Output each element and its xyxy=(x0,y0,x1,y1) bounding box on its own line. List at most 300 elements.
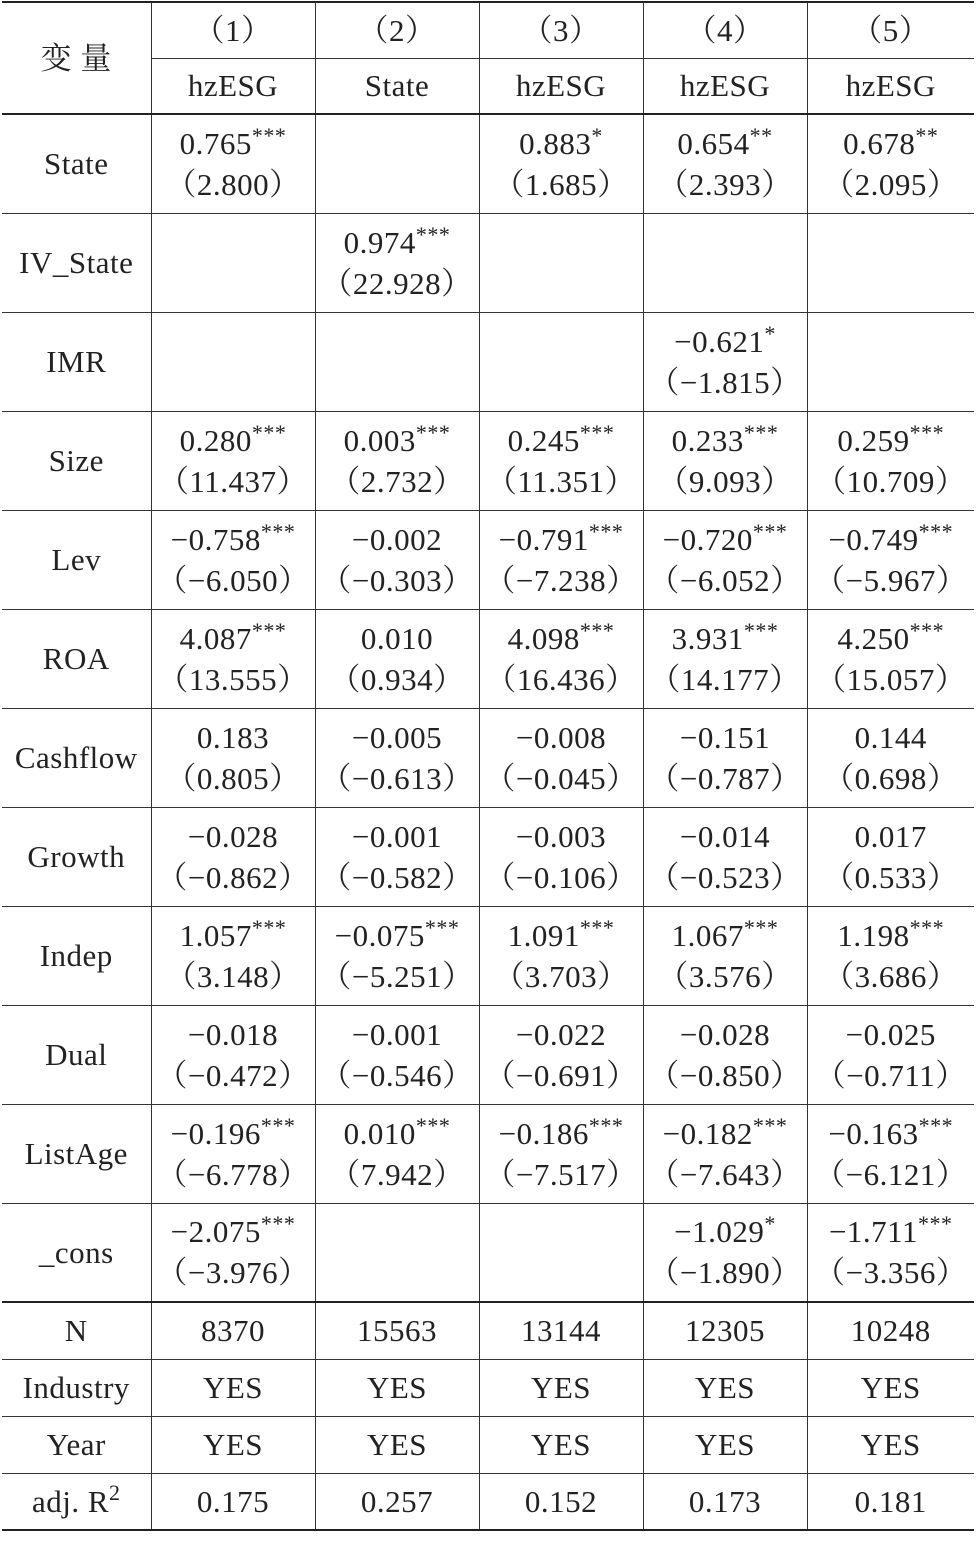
row-label: N xyxy=(2,1302,151,1359)
significance-stars: *** xyxy=(260,1211,296,1237)
coefficient-cell xyxy=(315,312,479,411)
coefficient-cell xyxy=(315,114,479,213)
t-statistic: （1.685） xyxy=(493,166,629,202)
coefficient-value xyxy=(644,420,807,461)
row-label: Indep xyxy=(2,906,151,1005)
significance-stars: *** xyxy=(260,518,296,544)
t-statistic: （−3.976） xyxy=(156,1255,310,1291)
column-dependent-variable: State xyxy=(315,58,479,114)
row-label: ListAge xyxy=(2,1104,151,1203)
row-label: IV_State xyxy=(2,213,151,312)
t-statistic: （3.703） xyxy=(493,958,629,994)
t-statistic: （11.437） xyxy=(157,463,309,499)
variable-header: 变 量 xyxy=(2,2,151,114)
t-statistic: （7.942） xyxy=(329,1156,465,1192)
stat-cell: YES xyxy=(643,1416,807,1473)
variable-row xyxy=(2,906,974,1005)
coefficient-cell xyxy=(479,114,643,213)
coefficient-value xyxy=(808,519,975,560)
coefficient-number: 1.057 xyxy=(179,917,252,953)
coefficient-cell xyxy=(479,411,643,510)
coefficient-cell xyxy=(315,807,479,906)
stat-cell: 0.257 xyxy=(315,1473,479,1530)
stat-cell: YES xyxy=(151,1416,315,1473)
coefficient-value xyxy=(644,915,807,956)
t-statistic: （−6.121） xyxy=(814,1156,968,1192)
variable-row xyxy=(2,1104,974,1203)
row-label: Industry xyxy=(2,1359,151,1416)
coefficient-value xyxy=(152,915,315,956)
t-statistic: （−6.052） xyxy=(648,562,802,598)
coefficient-cell xyxy=(643,1104,807,1203)
coefficient-number: 0.010 xyxy=(360,620,434,656)
coefficient-cell xyxy=(479,312,643,411)
row-label: IMR xyxy=(2,312,151,411)
coefficient-cell xyxy=(643,609,807,708)
significance-stars: * xyxy=(764,1211,776,1237)
coefficient-cell xyxy=(479,213,643,312)
row-label: Cashflow xyxy=(2,708,151,807)
significance-stars: *** xyxy=(909,617,945,643)
t-statistic: （−0.850） xyxy=(648,1057,802,1093)
coefficient-number: −0.005 xyxy=(351,719,443,755)
column-number: （1） xyxy=(151,2,315,58)
industry-fe-row xyxy=(2,1359,974,1416)
coefficient-number: −0.008 xyxy=(515,719,607,755)
t-statistic: （−6.778） xyxy=(156,1156,310,1192)
stat-cell: YES xyxy=(643,1359,807,1416)
coefficient-cell xyxy=(643,807,807,906)
row-label: Growth xyxy=(2,807,151,906)
coefficient-cell xyxy=(807,114,974,213)
coefficient-value xyxy=(644,1211,807,1252)
coefficient-cell xyxy=(807,510,974,609)
coefficient-number: −1.029 xyxy=(674,1214,765,1250)
coefficient-number: −0.163 xyxy=(828,1115,919,1151)
t-statistic: （0.698） xyxy=(823,760,959,796)
column-dependent-variable: hzESG xyxy=(479,58,643,114)
coefficient-value xyxy=(316,1014,479,1055)
t-statistic: （0.934） xyxy=(329,661,465,697)
coefficient-value xyxy=(808,1113,975,1154)
coefficient-value xyxy=(316,420,479,461)
t-statistic: （10.709） xyxy=(815,463,967,499)
coefficient-value xyxy=(480,123,643,164)
t-statistic: （−5.967） xyxy=(814,562,968,598)
t-statistic: （−0.472） xyxy=(156,1057,310,1093)
column-number: （2） xyxy=(315,2,479,58)
header-row-numbers xyxy=(2,2,974,58)
observations-row xyxy=(2,1302,974,1359)
coefficient-cell xyxy=(643,906,807,1005)
significance-stars: *** xyxy=(415,221,451,247)
significance-stars: *** xyxy=(251,122,287,148)
coefficient-cell xyxy=(151,609,315,708)
significance-stars: *** xyxy=(579,419,615,445)
t-statistic: （−0.787） xyxy=(648,760,802,796)
coefficient-cell xyxy=(479,906,643,1005)
coefficient-rows xyxy=(2,114,974,1302)
coefficient-value xyxy=(480,717,643,758)
coefficient-number: −0.028 xyxy=(187,818,279,854)
coefficient-value xyxy=(808,915,975,956)
coefficient-cell xyxy=(151,1104,315,1203)
column-number: （3） xyxy=(479,2,643,58)
coefficient-cell xyxy=(315,609,479,708)
significance-stars: *** xyxy=(415,1112,451,1138)
stat-cell: 13144 xyxy=(479,1302,643,1359)
coefficient-number: −0.182 xyxy=(662,1115,753,1151)
significance-stars: *** xyxy=(251,617,287,643)
coefficient-cell xyxy=(151,213,315,312)
stat-cell: YES xyxy=(807,1359,974,1416)
variable-row xyxy=(2,609,974,708)
coefficient-cell xyxy=(807,807,974,906)
coefficient-cell xyxy=(151,1005,315,1104)
t-statistic: （9.093） xyxy=(657,463,793,499)
coefficient-cell xyxy=(479,609,643,708)
coefficient-number: 4.098 xyxy=(507,620,580,656)
t-statistic: （22.928） xyxy=(321,265,473,301)
t-statistic: （2.800） xyxy=(165,166,301,202)
coefficient-cell xyxy=(807,1203,974,1302)
row-label: ROA xyxy=(2,609,151,708)
coefficient-cell xyxy=(643,510,807,609)
stat-cell: YES xyxy=(315,1416,479,1473)
coefficient-value xyxy=(480,915,643,956)
significance-stars: *** xyxy=(251,419,287,445)
coefficient-cell xyxy=(151,807,315,906)
coefficient-number: −0.621 xyxy=(674,323,765,359)
coefficient-value xyxy=(808,618,975,659)
coefficient-cell xyxy=(643,708,807,807)
stat-cell: 0.175 xyxy=(151,1473,315,1530)
coefficient-cell xyxy=(479,510,643,609)
coefficient-number: 3.931 xyxy=(671,620,744,656)
stat-cell: YES xyxy=(315,1359,479,1416)
coefficient-number: 0.233 xyxy=(671,422,744,458)
coefficient-cell xyxy=(151,906,315,1005)
t-statistic: （−0.862） xyxy=(156,859,310,895)
coefficient-value xyxy=(808,816,975,857)
significance-stars: *** xyxy=(588,1112,624,1138)
coefficient-number: 0.144 xyxy=(854,719,927,755)
coefficient-cell xyxy=(643,1005,807,1104)
adj-r2-row xyxy=(2,1473,974,1530)
significance-stars: *** xyxy=(251,914,287,940)
stat-cell: 0.173 xyxy=(643,1473,807,1530)
column-dependent-variable: hzESG xyxy=(643,58,807,114)
row-label xyxy=(2,1473,151,1530)
year-fe-row xyxy=(2,1416,974,1473)
coefficient-value xyxy=(644,816,807,857)
significance-stars: *** xyxy=(743,617,779,643)
coefficient-cell xyxy=(151,708,315,807)
coefficient-value xyxy=(808,717,975,758)
t-statistic: （−5.251） xyxy=(320,958,474,994)
t-statistic: （2.393） xyxy=(657,166,793,202)
stat-cell: 0.181 xyxy=(807,1473,974,1530)
adj-r2-superscript: 2 xyxy=(109,1479,121,1505)
coefficient-cell xyxy=(315,906,479,1005)
coefficient-value xyxy=(644,1014,807,1055)
coefficient-value xyxy=(808,420,975,461)
t-statistic: （−0.303） xyxy=(320,562,474,598)
t-statistic: （−0.045） xyxy=(484,760,638,796)
coefficient-number: −0.002 xyxy=(351,521,443,557)
coefficient-value xyxy=(808,1211,975,1252)
coefficient-cell xyxy=(479,1005,643,1104)
t-statistic: （−0.691） xyxy=(484,1057,638,1093)
coefficient-value xyxy=(644,321,807,362)
stat-cell: YES xyxy=(479,1359,643,1416)
t-statistic: （−7.238） xyxy=(484,562,638,598)
variable-row xyxy=(2,213,974,312)
variable-row xyxy=(2,1203,974,1302)
coefficient-number: −0.025 xyxy=(845,1016,936,1052)
coefficient-cell xyxy=(315,1005,479,1104)
stat-cell: 12305 xyxy=(643,1302,807,1359)
stat-cell: YES xyxy=(807,1416,974,1473)
coefficient-number: 0.003 xyxy=(343,422,416,458)
coefficient-cell xyxy=(807,411,974,510)
row-label: Size xyxy=(2,411,151,510)
t-statistic: （0.805） xyxy=(165,760,301,796)
significance-stars: ** xyxy=(915,122,939,148)
column-number: （4） xyxy=(643,2,807,58)
significance-stars: * xyxy=(764,320,776,346)
coefficient-number: −0.014 xyxy=(679,818,771,854)
coefficient-value xyxy=(808,123,975,164)
coefficient-value xyxy=(316,222,479,263)
significance-stars: *** xyxy=(415,419,451,445)
coefficient-number: −2.075 xyxy=(170,1214,261,1250)
footer-rows xyxy=(2,1302,974,1530)
t-statistic: （3.148） xyxy=(165,958,301,994)
coefficient-value xyxy=(316,1113,479,1154)
coefficient-value xyxy=(480,519,643,560)
column-dependent-variable: hzESG xyxy=(151,58,315,114)
coefficient-number: −0.791 xyxy=(498,521,589,557)
column-dependent-variable: hzESG xyxy=(807,58,974,114)
coefficient-value xyxy=(480,816,643,857)
coefficient-cell xyxy=(807,213,974,312)
coefficient-number: −0.003 xyxy=(515,818,607,854)
coefficient-number: −0.196 xyxy=(170,1115,261,1151)
coefficient-cell xyxy=(315,510,479,609)
coefficient-cell xyxy=(479,1104,643,1203)
significance-stars: *** xyxy=(752,1112,788,1138)
coefficient-cell xyxy=(315,213,479,312)
stat-cell: 10248 xyxy=(807,1302,974,1359)
coefficient-number: −0.151 xyxy=(679,719,771,755)
t-statistic: （2.095） xyxy=(823,166,959,202)
coefficient-cell xyxy=(643,312,807,411)
row-label: State xyxy=(2,114,151,213)
coefficient-number: −0.075 xyxy=(334,917,425,953)
coefficient-cell xyxy=(807,312,974,411)
coefficient-number: 0.280 xyxy=(179,422,252,458)
coefficient-number: 0.678 xyxy=(843,125,916,161)
coefficient-value xyxy=(152,420,315,461)
coefficient-cell xyxy=(807,609,974,708)
coefficient-value xyxy=(152,1211,315,1252)
significance-stars: * xyxy=(591,122,603,148)
coefficient-number: −0.758 xyxy=(170,521,261,557)
coefficient-value xyxy=(480,1113,643,1154)
coefficient-number: −0.028 xyxy=(679,1016,771,1052)
coefficient-value xyxy=(480,420,643,461)
coefficient-value xyxy=(644,618,807,659)
coefficient-number: 0.183 xyxy=(196,719,270,755)
coefficient-value xyxy=(644,519,807,560)
coefficient-number: 0.259 xyxy=(837,422,910,458)
t-statistic: （−7.643） xyxy=(648,1156,802,1192)
coefficient-number: −0.186 xyxy=(498,1115,589,1151)
coefficient-cell xyxy=(479,1203,643,1302)
coefficient-value xyxy=(644,123,807,164)
t-statistic: （−6.050） xyxy=(156,562,310,598)
t-statistic: （3.686） xyxy=(823,958,959,994)
t-statistic: （0.533） xyxy=(823,859,959,895)
coefficient-number: 1.091 xyxy=(507,917,580,953)
significance-stars: *** xyxy=(743,914,779,940)
coefficient-cell xyxy=(643,1203,807,1302)
stat-cell: 15563 xyxy=(315,1302,479,1359)
t-statistic: （−1.815） xyxy=(648,364,802,400)
coefficient-value xyxy=(316,618,479,659)
t-statistic: （−3.356） xyxy=(814,1255,968,1291)
coefficient-cell xyxy=(479,807,643,906)
variable-row xyxy=(2,510,974,609)
coefficient-number: −0.749 xyxy=(828,521,919,557)
stat-cell: 8370 xyxy=(151,1302,315,1359)
significance-stars: *** xyxy=(752,518,788,544)
stat-cell: YES xyxy=(151,1359,315,1416)
coefficient-value xyxy=(316,717,479,758)
significance-stars: *** xyxy=(918,1112,954,1138)
coefficient-cell xyxy=(643,213,807,312)
coefficient-cell xyxy=(315,708,479,807)
coefficient-cell xyxy=(151,114,315,213)
significance-stars: *** xyxy=(588,518,624,544)
significance-stars: *** xyxy=(918,518,954,544)
coefficient-cell xyxy=(315,411,479,510)
coefficient-number: 1.198 xyxy=(837,917,910,953)
coefficient-cell xyxy=(807,1005,974,1104)
column-number: （5） xyxy=(807,2,974,58)
coefficient-cell xyxy=(315,1104,479,1203)
coefficient-value xyxy=(644,717,807,758)
t-statistic: （3.576） xyxy=(657,958,793,994)
significance-stars: *** xyxy=(579,914,615,940)
coefficient-cell xyxy=(479,708,643,807)
t-statistic: （−0.523） xyxy=(648,859,802,895)
t-statistic: （−0.546） xyxy=(320,1057,474,1093)
coefficient-cell xyxy=(151,411,315,510)
row-label: _cons xyxy=(2,1203,151,1302)
coefficient-cell xyxy=(643,411,807,510)
t-statistic: （−7.517） xyxy=(484,1156,638,1192)
stat-cell: 0.152 xyxy=(479,1473,643,1530)
coefficient-number: −0.022 xyxy=(515,1016,607,1052)
coefficient-value xyxy=(152,519,315,560)
t-statistic: （14.177） xyxy=(649,661,801,697)
variable-row xyxy=(2,807,974,906)
coefficient-number: 0.654 xyxy=(677,125,750,161)
coefficient-number: −1.711 xyxy=(828,1214,919,1250)
coefficient-value xyxy=(152,1014,315,1055)
coefficient-cell xyxy=(807,906,974,1005)
coefficient-value xyxy=(480,1014,643,1055)
coefficient-cell xyxy=(151,1203,315,1302)
t-statistic: （15.057） xyxy=(815,661,967,697)
coefficient-number: −0.001 xyxy=(351,1016,443,1052)
regression-table xyxy=(2,1,974,1531)
variable-row xyxy=(2,1005,974,1104)
t-statistic: （2.732） xyxy=(329,463,465,499)
row-label: Year xyxy=(2,1416,151,1473)
variable-row xyxy=(2,114,974,213)
coefficient-cell xyxy=(807,1104,974,1203)
coefficient-cell xyxy=(151,510,315,609)
variable-row xyxy=(2,411,974,510)
coefficient-value xyxy=(152,717,315,758)
coefficient-value xyxy=(316,519,479,560)
coefficient-value xyxy=(316,816,479,857)
coefficient-number: −0.720 xyxy=(662,521,753,557)
t-statistic: （−0.582） xyxy=(320,859,474,895)
coefficient-number: 0.010 xyxy=(343,1115,416,1151)
coefficient-number: 0.765 xyxy=(179,125,252,161)
t-statistic: （16.436） xyxy=(485,661,637,697)
coefficient-value xyxy=(152,123,315,164)
significance-stars: *** xyxy=(743,419,779,445)
t-statistic: （13.555） xyxy=(157,661,309,697)
coefficient-value xyxy=(152,816,315,857)
significance-stars: *** xyxy=(909,914,945,940)
coefficient-number: 1.067 xyxy=(671,917,744,953)
adj-r2-label: adj. R xyxy=(31,1483,110,1519)
t-statistic: （11.351） xyxy=(485,463,637,499)
coefficient-value xyxy=(644,1113,807,1154)
coefficient-value xyxy=(480,618,643,659)
coefficient-number: 0.974 xyxy=(343,224,416,260)
t-statistic: （−0.613） xyxy=(320,760,474,796)
variable-row xyxy=(2,312,974,411)
coefficient-value xyxy=(808,1014,975,1055)
coefficient-cell xyxy=(151,312,315,411)
coefficient-number: 0.017 xyxy=(854,818,927,854)
coefficient-value xyxy=(152,1113,315,1154)
t-statistic: （−0.106） xyxy=(484,859,638,895)
stat-cell: YES xyxy=(479,1416,643,1473)
coefficient-cell xyxy=(643,114,807,213)
coefficient-number: 0.245 xyxy=(507,422,580,458)
significance-stars: *** xyxy=(918,1211,953,1237)
coefficient-value xyxy=(152,618,315,659)
significance-stars: *** xyxy=(424,914,460,940)
coefficient-number: −0.001 xyxy=(351,818,443,854)
coefficient-number: 4.250 xyxy=(837,620,910,656)
t-statistic: （−1.890） xyxy=(648,1255,802,1291)
coefficient-cell xyxy=(315,1203,479,1302)
significance-stars: *** xyxy=(260,1112,296,1138)
coefficient-cell xyxy=(807,708,974,807)
coefficient-value xyxy=(316,915,479,956)
significance-stars: ** xyxy=(749,122,773,148)
coefficient-number: 4.087 xyxy=(179,620,252,656)
